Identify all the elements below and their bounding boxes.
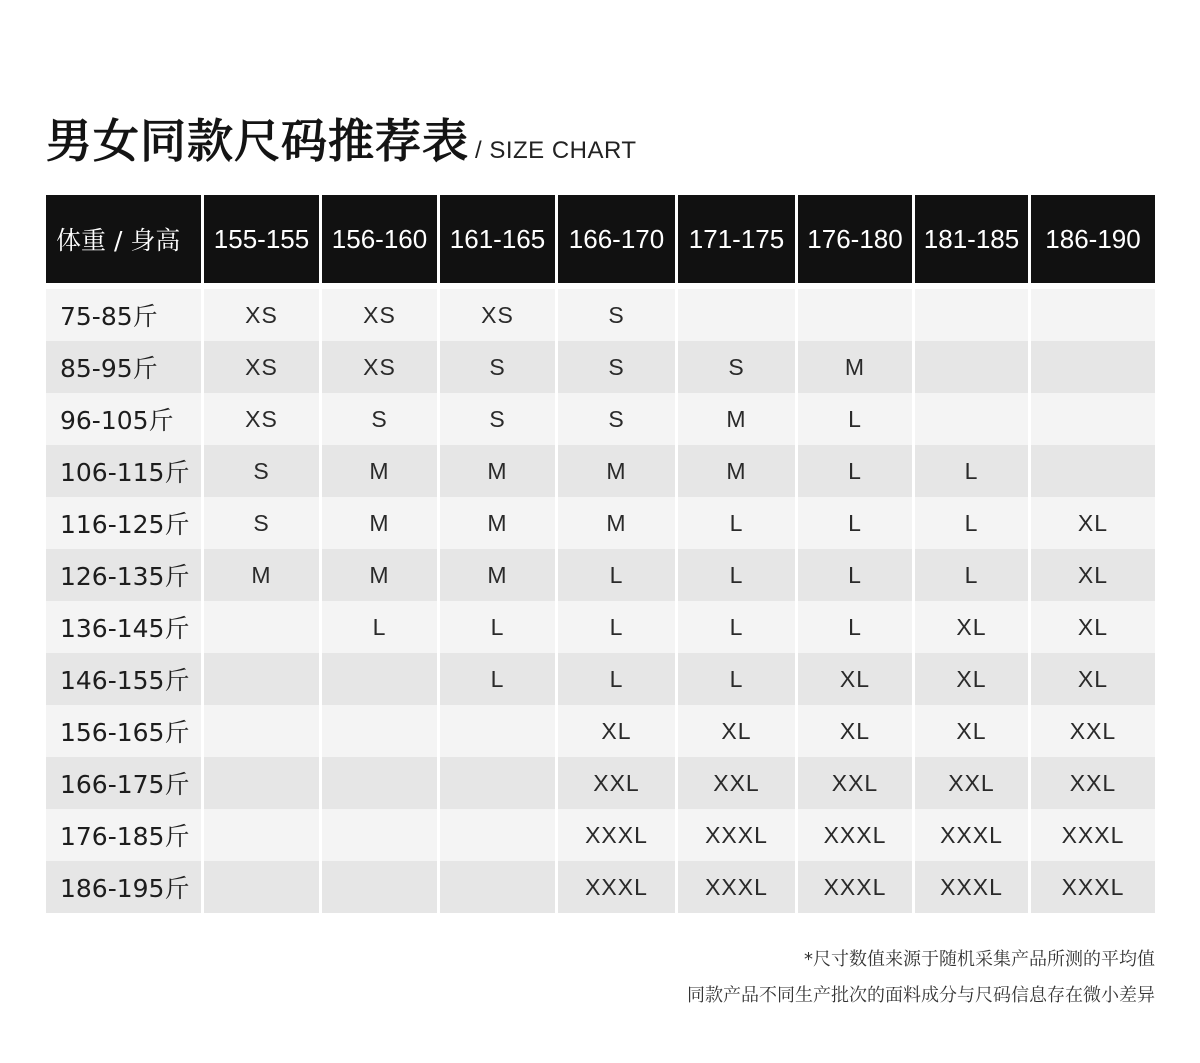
size-cell: XL — [1031, 549, 1155, 601]
size-cell: L — [798, 497, 915, 549]
table-row — [46, 757, 1155, 809]
footnote-line: *尺寸数值来源于随机采集产品所测的平均值 — [804, 949, 1155, 970]
header-cell: 181-185 — [915, 195, 1031, 289]
size-cell: M — [558, 445, 678, 497]
size-cell: XXXL — [798, 861, 915, 913]
size-cell: XL — [798, 705, 915, 757]
size-cell — [204, 653, 322, 705]
size-cell — [440, 757, 558, 809]
header-cell: 166-170 — [558, 195, 678, 289]
footnotes — [687, 942, 1155, 1014]
size-cell: XXXL — [678, 809, 798, 861]
table-header-row — [46, 195, 1155, 289]
size-cell: XS — [322, 289, 440, 341]
header-cell: 176-180 — [798, 195, 915, 289]
size-cell — [915, 289, 1031, 341]
size-cell: XXL — [678, 757, 798, 809]
header-cell: 186-190 — [1031, 195, 1155, 289]
size-cell: L — [440, 653, 558, 705]
size-cell: XL — [558, 705, 678, 757]
size-cell: XXXL — [558, 861, 678, 913]
weight-range-cell: 146-155斤 — [46, 653, 204, 705]
size-cell: L — [678, 497, 798, 549]
table-row — [46, 289, 1155, 341]
size-cell: L — [678, 653, 798, 705]
size-cell: S — [558, 289, 678, 341]
table-row — [46, 497, 1155, 549]
table-row — [46, 705, 1155, 757]
table-row — [46, 653, 1155, 705]
size-cell — [440, 705, 558, 757]
size-cell: S — [440, 393, 558, 445]
size-cell: S — [678, 341, 798, 393]
table-row — [46, 393, 1155, 445]
size-cell: L — [558, 653, 678, 705]
header-cell: 155-155 — [204, 195, 322, 289]
size-cell: L — [915, 445, 1031, 497]
size-cell: XL — [1031, 653, 1155, 705]
size-cell: S — [204, 445, 322, 497]
weight-range-cell: 75-85斤 — [46, 289, 204, 341]
size-cell: XL — [915, 705, 1031, 757]
size-cell: M — [798, 341, 915, 393]
size-cell — [322, 705, 440, 757]
table-body — [46, 289, 1155, 913]
size-cell: M — [558, 497, 678, 549]
weight-range-cell: 116-125斤 — [46, 497, 204, 549]
size-cell: S — [558, 341, 678, 393]
size-cell — [204, 809, 322, 861]
size-cell: L — [440, 601, 558, 653]
weight-range-cell: 96-105斤 — [46, 393, 204, 445]
weight-range-cell: 126-135斤 — [46, 549, 204, 601]
size-cell: S — [322, 393, 440, 445]
size-cell: XXL — [915, 757, 1031, 809]
size-cell: XL — [1031, 601, 1155, 653]
weight-range-cell: 166-175斤 — [46, 757, 204, 809]
size-cell — [440, 809, 558, 861]
header-cell: 156-160 — [322, 195, 440, 289]
size-cell: XXXL — [678, 861, 798, 913]
weight-range-cell: 136-145斤 — [46, 601, 204, 653]
title-sub: / SIZE CHART — [475, 137, 637, 164]
weight-range-cell: 156-165斤 — [46, 705, 204, 757]
size-cell: M — [678, 445, 798, 497]
size-cell: L — [798, 601, 915, 653]
size-cell: XL — [798, 653, 915, 705]
size-cell: L — [798, 445, 915, 497]
size-cell: XXL — [1031, 705, 1155, 757]
size-cell: M — [440, 549, 558, 601]
page-title — [46, 112, 637, 170]
size-cell: M — [440, 497, 558, 549]
size-cell: XXXL — [915, 809, 1031, 861]
size-cell: S — [440, 341, 558, 393]
table-row — [46, 809, 1155, 861]
table-row — [46, 549, 1155, 601]
size-cell: XXXL — [915, 861, 1031, 913]
size-cell — [1031, 289, 1155, 341]
size-cell — [322, 861, 440, 913]
weight-range-cell: 85-95斤 — [46, 341, 204, 393]
table-row — [46, 445, 1155, 497]
weight-range-cell: 186-195斤 — [46, 861, 204, 913]
size-cell — [204, 705, 322, 757]
header-cell: 161-165 — [440, 195, 558, 289]
size-cell — [204, 757, 322, 809]
size-cell: M — [322, 445, 440, 497]
header-cell-weight-height: 体重 / 身高 — [46, 195, 204, 289]
size-cell: L — [915, 549, 1031, 601]
size-cell: XXL — [1031, 757, 1155, 809]
size-cell: S — [204, 497, 322, 549]
size-cell: M — [322, 497, 440, 549]
size-cell — [322, 809, 440, 861]
size-cell: S — [558, 393, 678, 445]
size-cell — [204, 861, 322, 913]
size-cell: M — [440, 445, 558, 497]
size-cell: XS — [322, 341, 440, 393]
size-cell: L — [678, 601, 798, 653]
size-cell: XS — [440, 289, 558, 341]
size-cell — [678, 289, 798, 341]
size-cell: XL — [915, 653, 1031, 705]
size-cell — [322, 757, 440, 809]
size-cell: L — [678, 549, 798, 601]
size-cell: L — [558, 601, 678, 653]
size-cell: XS — [204, 289, 322, 341]
size-cell: XS — [204, 341, 322, 393]
size-cell: M — [322, 549, 440, 601]
size-cell — [322, 653, 440, 705]
size-cell: L — [798, 393, 915, 445]
size-cell: XXL — [558, 757, 678, 809]
size-cell — [915, 393, 1031, 445]
size-cell: L — [558, 549, 678, 601]
weight-range-cell: 106-115斤 — [46, 445, 204, 497]
size-cell: XXXL — [1031, 861, 1155, 913]
weight-range-cell: 176-185斤 — [46, 809, 204, 861]
table-row — [46, 341, 1155, 393]
size-cell: L — [915, 497, 1031, 549]
size-chart-table — [46, 195, 1155, 913]
table-row — [46, 601, 1155, 653]
size-cell: XXL — [798, 757, 915, 809]
size-cell — [1031, 393, 1155, 445]
size-cell: M — [204, 549, 322, 601]
size-cell — [1031, 445, 1155, 497]
size-cell: XXXL — [558, 809, 678, 861]
size-cell: M — [678, 393, 798, 445]
header-cell: 171-175 — [678, 195, 798, 289]
size-cell: XL — [1031, 497, 1155, 549]
title-main: 男女同款尺码推荐表 — [46, 114, 469, 168]
size-cell — [1031, 341, 1155, 393]
size-cell — [915, 341, 1031, 393]
size-cell: XL — [678, 705, 798, 757]
size-cell — [204, 601, 322, 653]
size-cell: XXXL — [798, 809, 915, 861]
size-cell: XL — [915, 601, 1031, 653]
size-cell — [440, 861, 558, 913]
size-cell: L — [322, 601, 440, 653]
footnote-line: 同款产品不同生产批次的面料成分与尺码信息存在微小差异 — [687, 985, 1155, 1006]
size-cell: L — [798, 549, 915, 601]
size-cell: XXXL — [1031, 809, 1155, 861]
table-row — [46, 861, 1155, 913]
size-cell — [798, 289, 915, 341]
size-cell: XS — [204, 393, 322, 445]
